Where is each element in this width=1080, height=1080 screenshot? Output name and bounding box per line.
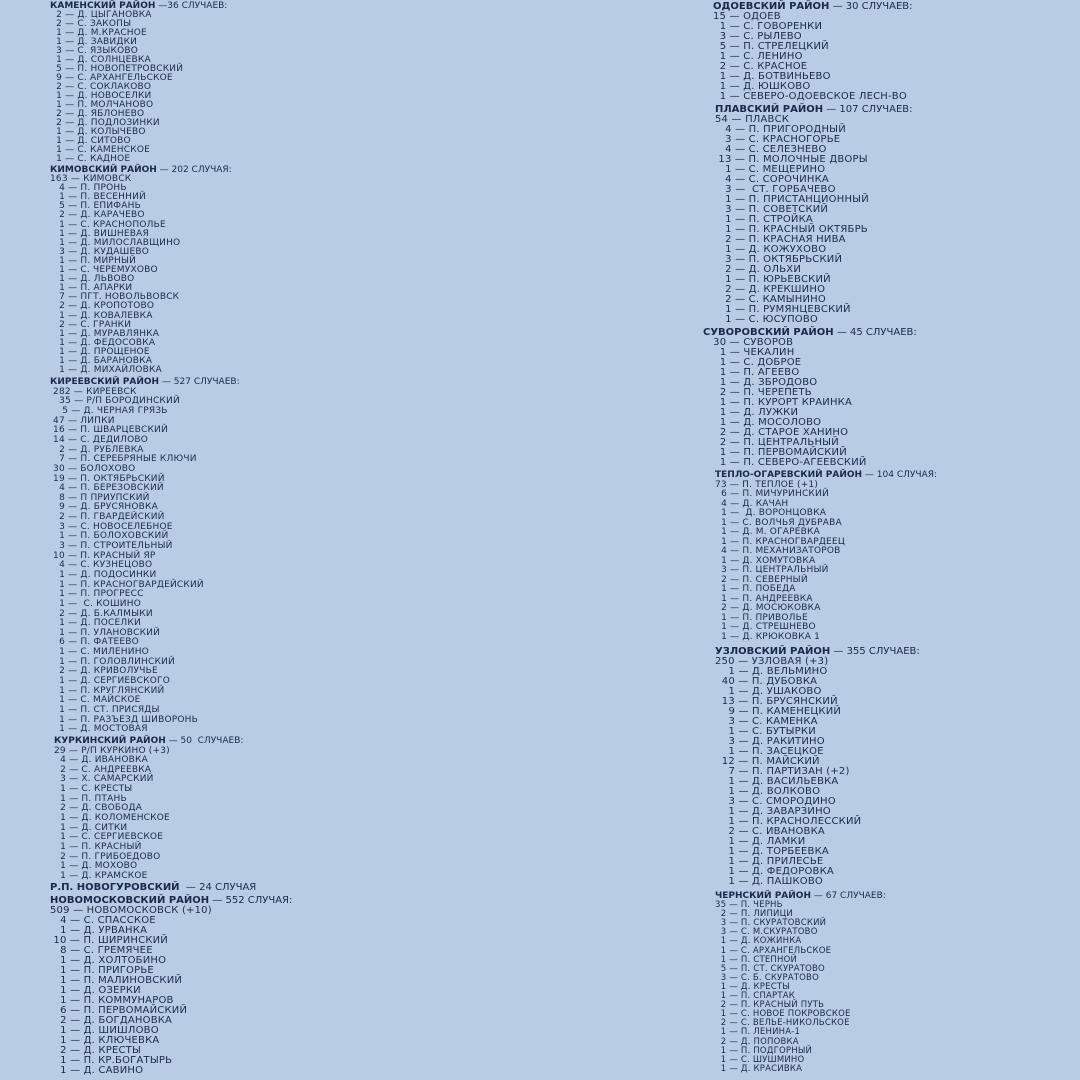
- locality-entry: 1 — Д. ЛУЖКИ: [703, 407, 799, 418]
- locality-entry: 40 — П. ДУБОВКА: [715, 676, 818, 687]
- locality-entry: 1 — П. ЛЕНИНА-1: [715, 1027, 801, 1038]
- district-name: КИРЕЕВСКИЙ РАЙОН: [50, 377, 160, 388]
- locality-entry: 1 — Д. ШИШЛОВО: [50, 1025, 159, 1037]
- locality-entry: 1 — Д. КОЛЫЧЕВО: [50, 127, 146, 137]
- district-case-count: — 104 СЛУЧАЯ:: [862, 470, 937, 480]
- locality-entry: 1 — СЕВЕРО-ОДОЕВСКОЕ ЛЕСН-ВО: [713, 91, 907, 102]
- locality-entry: 30 — СУВОРОВ: [703, 337, 794, 348]
- locality-entry: 2 — С. СОКЛАКОВО: [50, 82, 152, 92]
- locality-entry: 1 — Д. СЕРГИЕВСКОГО: [50, 676, 170, 687]
- district-name: НОВОМОСКОВСКИЙ РАЙОН: [50, 895, 210, 907]
- locality-entry: 1 — С. КРАСНОПОЛЬЕ: [50, 219, 166, 230]
- locality-entry: 3 — С. СМОРОДИНО: [715, 796, 836, 807]
- locality-entry: 1 — Д. СТРЕШНЕВО: [715, 622, 816, 632]
- locality-entry: 1 — П. КРУГЛЯНСКИЙ: [50, 685, 165, 696]
- locality-entry: 1 — Д. КОЛОМЕНСКОЕ: [54, 812, 170, 823]
- locality-entry: 6 — П. МИЧУРИНСКИЙ: [715, 489, 829, 499]
- locality-entry: 4 — П. ПРОНЬ: [50, 183, 127, 194]
- locality-entry: 2 — Д. СТАРОЕ ХАНИНО: [703, 427, 849, 438]
- locality-entry: 2 — С. КАМЫНИНО: [715, 294, 826, 305]
- district-section: [50, 378, 530, 735]
- district-section: [50, 883, 530, 893]
- locality-entry: 1 — Д. КОЖИНКА: [715, 936, 802, 947]
- locality-entry: 1 — П. ВЕСЕННИЙ: [50, 192, 146, 203]
- locality-entry: 4 — С. КУЗНЕЦОВО: [50, 560, 153, 571]
- locality-entry: 1 — Д. ВОРОНЦОВКА: [715, 508, 827, 518]
- locality-entry: 282 — КИРЕЕВСК: [50, 386, 137, 397]
- locality-entry: 1 — С. ДОБРОЕ: [703, 357, 802, 368]
- locality-entry: 1 — Д. ПРОЩЕНОЕ: [50, 346, 150, 357]
- locality-entry: 13 — П. МОЛОЧНЫЕ ДВОРЫ: [715, 154, 868, 165]
- district-name: СУВОРОВСКИЙ РАЙОН: [703, 327, 834, 338]
- locality-entry: 1 — С. МАЙСКОЕ: [50, 695, 141, 706]
- locality-entry: 4 — П. МЕХАНИЗАТОРОВ: [715, 546, 841, 556]
- locality-entry: 10 — П. КРАСНЫЙ ЯР: [50, 550, 156, 561]
- locality-entry: 1 — Д. ЮШКОВО: [713, 81, 811, 92]
- district-case-count: — 67 СЛУЧАЕВ:: [811, 891, 886, 901]
- locality-entry: 3 — С. М.СКУРАТОВО: [715, 927, 818, 938]
- locality-entry: 2 — П. ЛИПИЦИ: [715, 909, 793, 920]
- locality-entry: 1 — П. СТ. ПРИСЯДЫ: [50, 704, 160, 715]
- locality-entry: 1 — С. КАДНОЕ: [50, 154, 131, 164]
- locality-entry: 2 — Д. БОГДАНОВКА: [50, 1015, 173, 1027]
- locality-entry: 2 — П. ЦЕНТРАЛЬНЫЙ: [703, 437, 839, 448]
- locality-entry: 2 — Д. ПОПОВКА: [715, 1036, 799, 1047]
- locality-entry: 1 — Д. МОХОВО: [54, 861, 138, 872]
- district-section: [50, 896, 530, 1076]
- locality-entry: 4 — С. СПАССКОЕ: [50, 915, 156, 927]
- locality-entry: 1 — П. ПРИСТАНЦИОННЫЙ: [715, 194, 869, 205]
- locality-entry: 3 — П. СТРОИТЕЛЬНЫЙ: [50, 541, 173, 552]
- locality-entry: 1 — Д. КОВАЛЕВКА: [50, 310, 153, 321]
- locality-entry: 2 — Д. КАРАЧЕВО: [50, 210, 145, 221]
- locality-entry: 1 — Д. МИХАЙЛОВКА: [50, 365, 162, 376]
- district-section: [50, 737, 530, 882]
- locality-entry: 1 — П. УЛАНОВСКИЙ: [50, 627, 161, 638]
- district-section: [703, 892, 1073, 1074]
- locality-entry: 29 — Р/П КУРКИНО (+3): [54, 745, 170, 756]
- locality-entry: 1 — С. ЮСУПОВО: [715, 314, 818, 325]
- locality-entry: 2 — С. ЗАКОПЫ: [50, 19, 132, 29]
- locality-entry: 1 — Д. ФЕДОСОВКА: [50, 337, 156, 348]
- district-heading: [50, 883, 530, 893]
- district-case-count: — 30 СЛУЧАЕВ:: [829, 1, 913, 12]
- locality-entry: 250 — УЗЛОВАЯ (+3): [715, 656, 829, 667]
- district-section: [703, 471, 1073, 642]
- locality-entry: 1 — ЧЕКАЛИН: [703, 347, 795, 358]
- locality-entry: 2 — П. ЧЕРЕПЕТЬ: [703, 387, 812, 398]
- locality-entry: 1 — Д. ЛЬВОВО: [50, 274, 135, 285]
- locality-entry: 2 — Д. КРЕКШИНО: [715, 284, 826, 295]
- locality-entry: 4 — П. БЕРЕЗОВСКИЙ: [50, 483, 164, 494]
- locality-entry: 1 — П. АНДРЕЕВКА: [715, 593, 813, 604]
- district-name: ТЕПЛО-ОГАРЕВСКИЙ РАЙОН: [715, 470, 863, 480]
- locality-entry: 6 — П. ФАТЕЕВО: [50, 637, 139, 648]
- locality-entry: 1 — П. КОММУНАРОВ: [50, 995, 174, 1007]
- locality-entry: 1 — П. СТЕПНОЙ: [715, 954, 798, 965]
- locality-entry: 1 — П. МИРНЫЙ: [50, 255, 137, 266]
- locality-entry: 1 — П. АГЕЕВО: [703, 367, 800, 378]
- locality-entry: 1 — Д. МУРАВЛЯНКА: [50, 328, 160, 339]
- locality-entry: 19 — П. ОКТЯБРЬСКИЙ: [50, 473, 165, 484]
- locality-entry: 4 — Д. ИВАНОВКА: [54, 755, 148, 766]
- locality-entry: 8 — П ПРИУПСКИЙ: [50, 492, 150, 503]
- locality-entry: 1 — Д. УРВАНКА: [50, 925, 148, 937]
- locality-entry: 2 — С. КРАСНОЕ: [713, 61, 808, 72]
- locality-entry: 1 — П. КРАСНЫЙ ОКТЯБРЬ: [715, 224, 868, 235]
- locality-entry: 2 — С. АНДРЕЕВКА: [54, 764, 152, 775]
- locality-entry: 3 — П. ОКТЯБРЬСКИЙ: [715, 254, 843, 265]
- locality-entry: 1 — П. ГОЛОВЛИНСКИЙ: [50, 656, 175, 667]
- locality-entry: 7 — ПГТ. НОВОЛЬВОВСК: [50, 292, 180, 303]
- locality-entry: 9 — П. КАМЕНЕЦКИЙ: [715, 706, 842, 717]
- locality-entry: 1 — П. ЗАСЕЦКОЕ: [715, 746, 824, 757]
- district-section: [703, 647, 1073, 887]
- locality-entry: 3 — С. ЯЗЫКОВО: [50, 46, 139, 56]
- district-section: [50, 2, 530, 164]
- locality-entry: 2 — Д. КРОПОТОВО: [50, 301, 155, 312]
- locality-entry: 3 — С. КАМЕНКА: [715, 716, 818, 727]
- locality-entry: 1 — Д. ЗАВАРЗИНО: [715, 806, 831, 817]
- locality-entry: 1 — П. ПОБЕДА: [715, 584, 796, 594]
- locality-entry: 2 — С. ГРАНКИ: [50, 319, 132, 330]
- district-section: [50, 166, 530, 375]
- locality-entry: 1 — С. ЧЕРЕМУХОВО: [50, 265, 158, 276]
- locality-entry: 1 — П. ПЕРВОМАЙСКИЙ: [703, 447, 847, 458]
- locality-entry: 10 — П. ШИРИНСКИЙ: [50, 935, 168, 947]
- locality-entry: 1 — С. КОШИНО: [50, 598, 141, 609]
- locality-entry: 509 — НОВОМОСКОВСК (+10): [50, 905, 212, 917]
- locality-entry: 1 — С. АРХАНГЕЛЬСКОЕ: [715, 945, 832, 956]
- locality-entry: 2 — С. ВЕЛЬЕ-НИКОЛЬСКОЕ: [715, 1018, 850, 1029]
- locality-entry: 1 — Д. САВИНО: [50, 1065, 144, 1077]
- district-section: [703, 105, 1073, 325]
- district-case-count: — 45 СЛУЧАЕВ:: [833, 327, 917, 338]
- locality-entry: 3 — СТ. ГОРБАЧЕВО: [715, 184, 836, 195]
- locality-entry: 1 — Д. КРЕСТЫ: [715, 981, 790, 992]
- locality-entry: 54 — ПЛАВСК: [715, 114, 790, 125]
- locality-entry: 1 — С. БУТЫРКИ: [715, 726, 816, 737]
- locality-entry: 1 — Д. ТОРБЕЕВКА: [715, 846, 829, 857]
- locality-entry: 1 — Д. ХОМУТОВКА: [715, 555, 816, 566]
- locality-entry: 1 — Д. КЛЮЧЕВКА: [50, 1035, 160, 1047]
- locality-entry: 1 — Д. ПОСЕЛКИ: [50, 618, 141, 629]
- locality-entry: 14 — С. ДЕДИЛОВО: [50, 435, 149, 445]
- locality-entry: 1 — П. ПРИВОЛЬЕ: [715, 612, 808, 623]
- district-name: КУРКИНСКИЙ РАЙОН: [54, 735, 166, 746]
- locality-entry: 3 — П. ЦЕНТРАЛЬНЫЙ: [715, 565, 829, 575]
- district-name: Р.П. НОВОГУРОВСКИЙ: [50, 882, 180, 894]
- locality-entry: 1 — Д. ХОЛТОБИНО: [50, 955, 167, 967]
- locality-entry: 1 — П. БОЛОХОВСКИЙ: [50, 531, 169, 542]
- locality-entry: 3 — Д. РАКИТИНО: [715, 736, 825, 747]
- locality-entry: 4 — С. СОРОЧИНКА: [715, 174, 829, 185]
- locality-entry: 3 — С. Б. СКУРАТОВО: [715, 972, 819, 983]
- district-case-count: — 552 СЛУЧАЯ:: [209, 895, 293, 907]
- locality-entry: 1 — С. СЕРГИЕВСКОЕ: [54, 832, 164, 843]
- locality-entry: 1 — П. РАЗЪЕЗД ШИВОРОНЬ: [50, 714, 198, 725]
- locality-entry: 1 — Д. МОСОЛОВО: [703, 417, 822, 428]
- locality-entry: 1 — П. КРАСНОГВАРДЕЙСКИЙ: [50, 579, 204, 590]
- district-name: ЧЕРНСКИЙ РАЙОН: [715, 891, 811, 901]
- locality-entry: 1 — П. КРАСНОГВАРДЕЕЦ: [715, 536, 846, 547]
- locality-entry: 1 — Д. КРАСИВКА: [715, 1063, 803, 1074]
- right-column: [703, 2, 1073, 1074]
- locality-entry: 3 — П. СКУРАТОВСКИЙ: [715, 918, 827, 929]
- locality-entry: 5 — П. СТ. СКУРАТОВО: [715, 963, 825, 974]
- district-case-count: — 107 СЛУЧАЕВ:: [823, 104, 913, 115]
- locality-entry: 163 — КИМОВСК: [50, 174, 132, 185]
- locality-entry: 1 — Д. ФЕДОРОВКА: [715, 866, 834, 877]
- locality-entry: 1 — Д. ПРИЛЕСЬЕ: [715, 856, 824, 867]
- locality-entry: 1 — С. МИЛЕНИНО: [50, 647, 149, 658]
- locality-entry: 3 — С. РЫЛЕВО: [713, 31, 802, 42]
- locality-entry: 1 — Д. МОСТОВАЯ: [50, 724, 148, 735]
- locality-entry: 1 — П. КР.БОГАТЫРЬ: [50, 1055, 173, 1067]
- locality-entry: 2 — Д. ЦЫГАНОВКА: [50, 10, 152, 20]
- locality-entry: 2 — П. ГВАРДЕЙСКИЙ: [50, 512, 165, 523]
- district-name: ОДОЕВСКИЙ РАЙОН: [713, 1, 830, 12]
- locality-entry: 1 — Д. М. ОГАРЕВКА: [715, 527, 820, 537]
- locality-entry: 1 — П. МОЛЧАНОВО: [50, 100, 154, 110]
- locality-entry: 2 — П. КРАСНАЯ НИВА: [715, 234, 846, 245]
- locality-entry: 1 — Д. НОВОСЕЛКИ: [50, 91, 152, 101]
- district-case-count: — 527 СЛУЧАЕВ:: [159, 377, 240, 388]
- locality-entry: 1 — П. СПАРТАК: [715, 991, 796, 1002]
- district-case-count: — 24 СЛУЧАЯ: [179, 882, 257, 894]
- locality-entry: 2 — Д. МОСЮКОВКА: [715, 603, 821, 613]
- locality-entry: 2 — П. КРАСНЫЙ ПУТЬ: [715, 1000, 825, 1011]
- locality-entry: 1 — Д. ПОДОСИНКИ: [50, 569, 157, 580]
- locality-entry: 1 — П. АПАРКИ: [50, 283, 133, 294]
- locality-entry: 1 — С. ЛЕНИНО: [713, 51, 803, 62]
- locality-entry: 7 — П. СЕРЕБРЯНЫЕ КЛЮЧИ: [50, 454, 197, 465]
- district-case-count: — 202 СЛУЧАЯ:: [156, 165, 232, 175]
- district-name: ПЛАВСКИЙ РАЙОН: [715, 104, 824, 115]
- locality-entry: 1 — Д. ОЗЕРКИ: [50, 985, 141, 997]
- locality-entry: 5 — П. ЕПИФАНЬ: [50, 201, 141, 212]
- locality-entry: 73 — П. ТЕПЛОЕ (+1): [715, 479, 819, 490]
- locality-entry: 4 — П. ПРИГОРОДНЫЙ: [715, 124, 846, 135]
- district-case-count: —36 СЛУЧАЕВ:: [155, 1, 228, 11]
- locality-entry: 3 — П. СОВЕТСКИЙ: [715, 204, 829, 215]
- locality-entry: 15 — ОДОЕВ: [713, 11, 781, 22]
- locality-entry: 4 — С. СЕЛЕЗНЕВО: [715, 144, 827, 155]
- locality-entry: 35 — Р/П БОРОДИНСКИЙ: [50, 396, 180, 407]
- locality-entry: 2 — П. ГРИБОЕДОВО: [54, 851, 161, 862]
- locality-entry: 2 — Д. ОЛЬХИ: [715, 264, 802, 275]
- locality-entry: 1 — Д. СИТОВО: [50, 136, 131, 146]
- locality-entry: 8 — С. ГРЕМЯЧЕЕ: [50, 945, 153, 957]
- locality-entry: 2 — Д. КРЕСТЫ: [50, 1045, 141, 1057]
- locality-entry: 5 — П. СТРЕЛЕЦКИЙ: [713, 41, 829, 52]
- district-name: КИМОВСКИЙ РАЙОН: [50, 165, 157, 175]
- locality-entry: 1 — П. КУРОРТ КРАИНКА: [703, 397, 853, 408]
- locality-entry: 47 — ЛИПКИ: [50, 415, 115, 426]
- district-section: [703, 2, 1073, 102]
- locality-entry: 1 — Д. СИТКИ: [54, 822, 128, 833]
- locality-entry: 3 — С. НОВОСЕЛЕБНОЕ: [50, 521, 173, 532]
- locality-entry: 1 — Д. БОТВИНЬЕВО: [713, 71, 831, 82]
- locality-entry: 35 — П. ЧЕРНЬ: [715, 900, 783, 911]
- locality-entry: 7 — П. ПАРТИЗАН (+2): [715, 766, 850, 777]
- locality-entry: 1 — П. КРАСНОЛЕССКИЙ: [715, 816, 862, 827]
- district-section: [703, 328, 1073, 468]
- locality-entry: 16 — П. ШВАРЦЕВСКИЙ: [50, 425, 168, 436]
- locality-entry: 1 — Д. ПАШКОВО: [715, 876, 823, 887]
- district-name: КАМЕНСКИЙ РАЙОН: [50, 1, 156, 11]
- locality-entry: 1 — С. КАМЕНСКОЕ: [50, 145, 150, 155]
- locality-entry: 1 — П. КРАСНЫЙ: [54, 841, 142, 852]
- locality-entry: 2 — Д. РУБЛЕВКА: [50, 444, 144, 455]
- locality-entry: 1 — Д. ВИШНЕВАЯ: [50, 228, 149, 239]
- locality-entry: 3 — С. КРАСНОГОРЬЕ: [715, 134, 841, 145]
- locality-entry: 2 — Д. СВОБОДА: [54, 803, 143, 814]
- locality-entry: 30 — БОЛОХОВО: [50, 463, 136, 474]
- locality-entry: 1 — Д. ВЕЛЬМИНО: [715, 666, 828, 677]
- district-case-count: — 355 СЛУЧАЕВ:: [830, 646, 920, 657]
- locality-entry: 1 — С. МЕЩЕРИНО: [715, 164, 826, 175]
- district-case-count: — 50 СЛУЧАЕВ:: [165, 735, 244, 746]
- locality-entry: 1 — Д. СОЛНЦЕВКА: [50, 55, 151, 65]
- locality-entry: 3 — Д. КУДАШЕВО: [50, 246, 150, 257]
- locality-entry: 1 — Д. КОЖУХОВО: [715, 244, 827, 255]
- locality-entry: 1 — Д. ЗАВИДКИ: [50, 37, 138, 47]
- locality-entry: 9 — С. АРХАНГЕЛЬСКОЕ: [50, 73, 173, 83]
- locality-entry: 1 — С. КРЕСТЫ: [54, 784, 133, 795]
- locality-entry: 1 — П. ПОДГОРНЫЙ: [715, 1045, 813, 1056]
- locality-entry: 1 — Д. ЛАМКИ: [715, 836, 806, 847]
- locality-entry: 1 — С. НОВОЕ ПОКРОВСКОЕ: [715, 1009, 851, 1020]
- locality-entry: 2 — П. СЕВЕРНЫЙ: [715, 574, 808, 585]
- locality-entry: 1 — П. ЮРЬЕВСКИЙ: [715, 274, 831, 285]
- locality-entry: 1 — П. ПРОГРЕСС: [50, 589, 144, 600]
- locality-entry: 1 — Д. КРЮКОВКА 1: [715, 631, 821, 642]
- locality-entry: 2 — Д. ЯБЛОНЕВО: [50, 109, 145, 119]
- locality-entry: 1 — Д. КРАМСКОЕ: [54, 870, 148, 881]
- locality-entry: 1 — Д. ВОЛКОВО: [715, 786, 821, 797]
- locality-entry: 6 — П. ПЕРВОМАЙСКИЙ: [50, 1005, 188, 1017]
- locality-entry: 1 — Д. ВАСИЛЬЕВКА: [715, 776, 839, 787]
- locality-entry: 5 — П. НОВОПЕТРОВСКИЙ: [50, 64, 184, 74]
- locality-entry: 5 — Д. ЧЕРНАЯ ГРЯЗЬ: [50, 406, 168, 417]
- locality-entry: 2 — Д. ПОДЛОЗИНКИ: [50, 118, 160, 128]
- locality-entry: 4 — Д. КАЧАН: [715, 498, 789, 509]
- locality-entry: 1 — П. ПРИГОРЬЕ: [50, 965, 154, 977]
- locality-entry: 13 — П. БРУСЯНСКИЙ: [715, 696, 838, 707]
- locality-entry: 1 — П. МАЛИНОВСКИЙ: [50, 975, 183, 987]
- locality-entry: 2 — Д. Б.КАЛМЫКИ: [50, 608, 153, 619]
- locality-entry: 12 — П. МАЙСКИЙ: [715, 756, 820, 767]
- locality-entry: 9 — Д. БРУСЯНОВКА: [50, 502, 158, 513]
- locality-entry: 1 — П. СТРОЙКА: [715, 214, 813, 225]
- locality-entry: 1 — Д. МИЛОСЛАВЩИНО: [50, 237, 181, 248]
- locality-entry: 1 — С. ВОЛЧЬЯ ДУБРАВА: [715, 517, 842, 528]
- locality-entry: 1 — Д. БАРАНОВКА: [50, 355, 153, 366]
- locality-entry: 1 — П. ПТАНЬ: [54, 793, 127, 804]
- locality-entry: 1 — С. ШУШМИНО: [715, 1054, 805, 1065]
- locality-entry: 1 — Д. ЗБРОДОВО: [703, 377, 818, 388]
- locality-entry: 1 — Д. УШАКОВО: [715, 686, 822, 697]
- district-name: УЗЛОВСКИЙ РАЙОН: [715, 646, 831, 657]
- locality-entry: 3 — Х. САМАРСКИЙ: [54, 774, 154, 785]
- left-column: [50, 2, 530, 1076]
- locality-entry: 2 — С. ИВАНОВКА: [715, 826, 825, 837]
- locality-entry: 1 — С. ГОВОРЕНКИ: [713, 21, 823, 32]
- locality-entry: 1 — П. РУМЯНЦЕВСКИЙ: [715, 304, 851, 315]
- locality-entry: 1 — П. СЕВЕРО-АГЕЕВСКИЙ: [703, 457, 867, 468]
- locality-entry: 2 — Д. КРИВОЛУЧЬЕ: [50, 666, 158, 677]
- locality-entry: 1 — Д. М.КРАСНОЕ: [50, 28, 147, 38]
